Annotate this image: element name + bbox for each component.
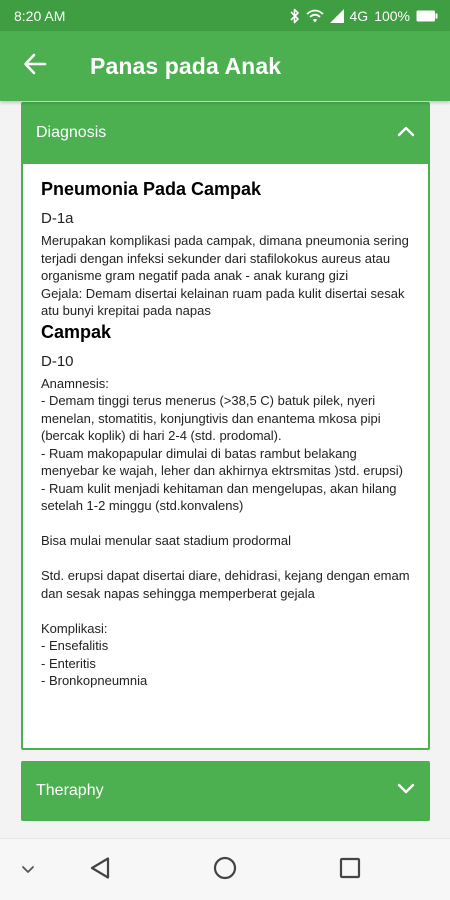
nav-hide-button[interactable]	[8, 839, 48, 900]
diagnosis-code: D-10	[41, 352, 74, 370]
status-bar	[0, 0, 450, 31]
network-type: 4G	[349, 7, 369, 24]
content-area	[0, 101, 450, 838]
square-recents-icon	[339, 857, 361, 884]
theraphy-panel	[21, 761, 430, 821]
triangle-back-icon	[89, 856, 111, 885]
app-bar	[0, 31, 450, 101]
diagnosis-title: Pneumonia Pada Campak	[41, 179, 262, 199]
battery-percent: 100%	[374, 7, 410, 24]
wifi-icon	[306, 9, 324, 23]
theraphy-header[interactable]	[21, 761, 430, 821]
battery-icon	[416, 10, 438, 22]
theraphy-label: Theraphy	[36, 782, 104, 799]
status-time: 8:20 AM	[14, 7, 66, 24]
diagnosis-description: Anamnesis: - Demam tinggi terus menerus (>38,5 C) batuk pilek, nyeri menelan, stomatitis, konjungtivis dan enantema mkosa pipi (bercak koplik) di hari 2-4 (std. prodomal). - Ruam makopapular dimulai di batas rambut belakang menyebar ke wajah, leher dan akhirnya ektrsmitas )std. erupsi) - Ruam kulit menjadi kehitaman dan mengelupas, akan hilang setelah 1-2 minggu (std.konvalens) Bisa mulai menular saat stadium prodormal Std. erupsi dapat disertai diare, dehidrasi, kejang dengan emam dan sesak napas sehingga memperberat gejala Komplikasi: - Ensefalitis - Enteritis - Bronkopneumnia	[41, 375, 410, 688]
chevron-down-icon[interactable]	[397, 782, 415, 800]
bluetooth-icon	[290, 8, 300, 24]
navigation-bar	[0, 838, 450, 900]
page-title: Panas pada Anak	[90, 52, 282, 79]
diagnosis-label: Diagnosis	[36, 124, 107, 141]
status-icons	[290, 8, 439, 24]
diagnosis-panel	[21, 102, 430, 750]
nav-home-button[interactable]	[204, 839, 246, 900]
diagnosis-description: Merupakan komplikasi pada campak, dimana pneumonia sering terjadi dengan infeksi sekunder dari stafilokokus aureus atau organisme gram negatif pada anak - anak kurang gizi Gejala: Demam disertai kelainan ruam pada kulit disertai sesak atu bunyi krepitai pada napas	[41, 233, 409, 318]
back-button[interactable]	[0, 31, 72, 101]
signal-icon	[330, 9, 344, 23]
chevron-up-icon[interactable]	[397, 124, 415, 142]
chevron-down-icon	[21, 861, 35, 879]
diagnosis-code: D-1a	[41, 210, 74, 227]
diagnosis-header[interactable]	[21, 102, 430, 164]
arrow-left-icon	[25, 53, 47, 80]
diagnosis-entry	[41, 178, 428, 320]
diagnosis-title: Campak	[41, 321, 112, 342]
nav-back-button[interactable]	[80, 839, 120, 900]
diagnosis-entry	[41, 321, 428, 690]
diagnosis-body	[23, 164, 428, 748]
circle-home-icon	[213, 856, 237, 885]
nav-recents-button[interactable]	[330, 839, 370, 900]
